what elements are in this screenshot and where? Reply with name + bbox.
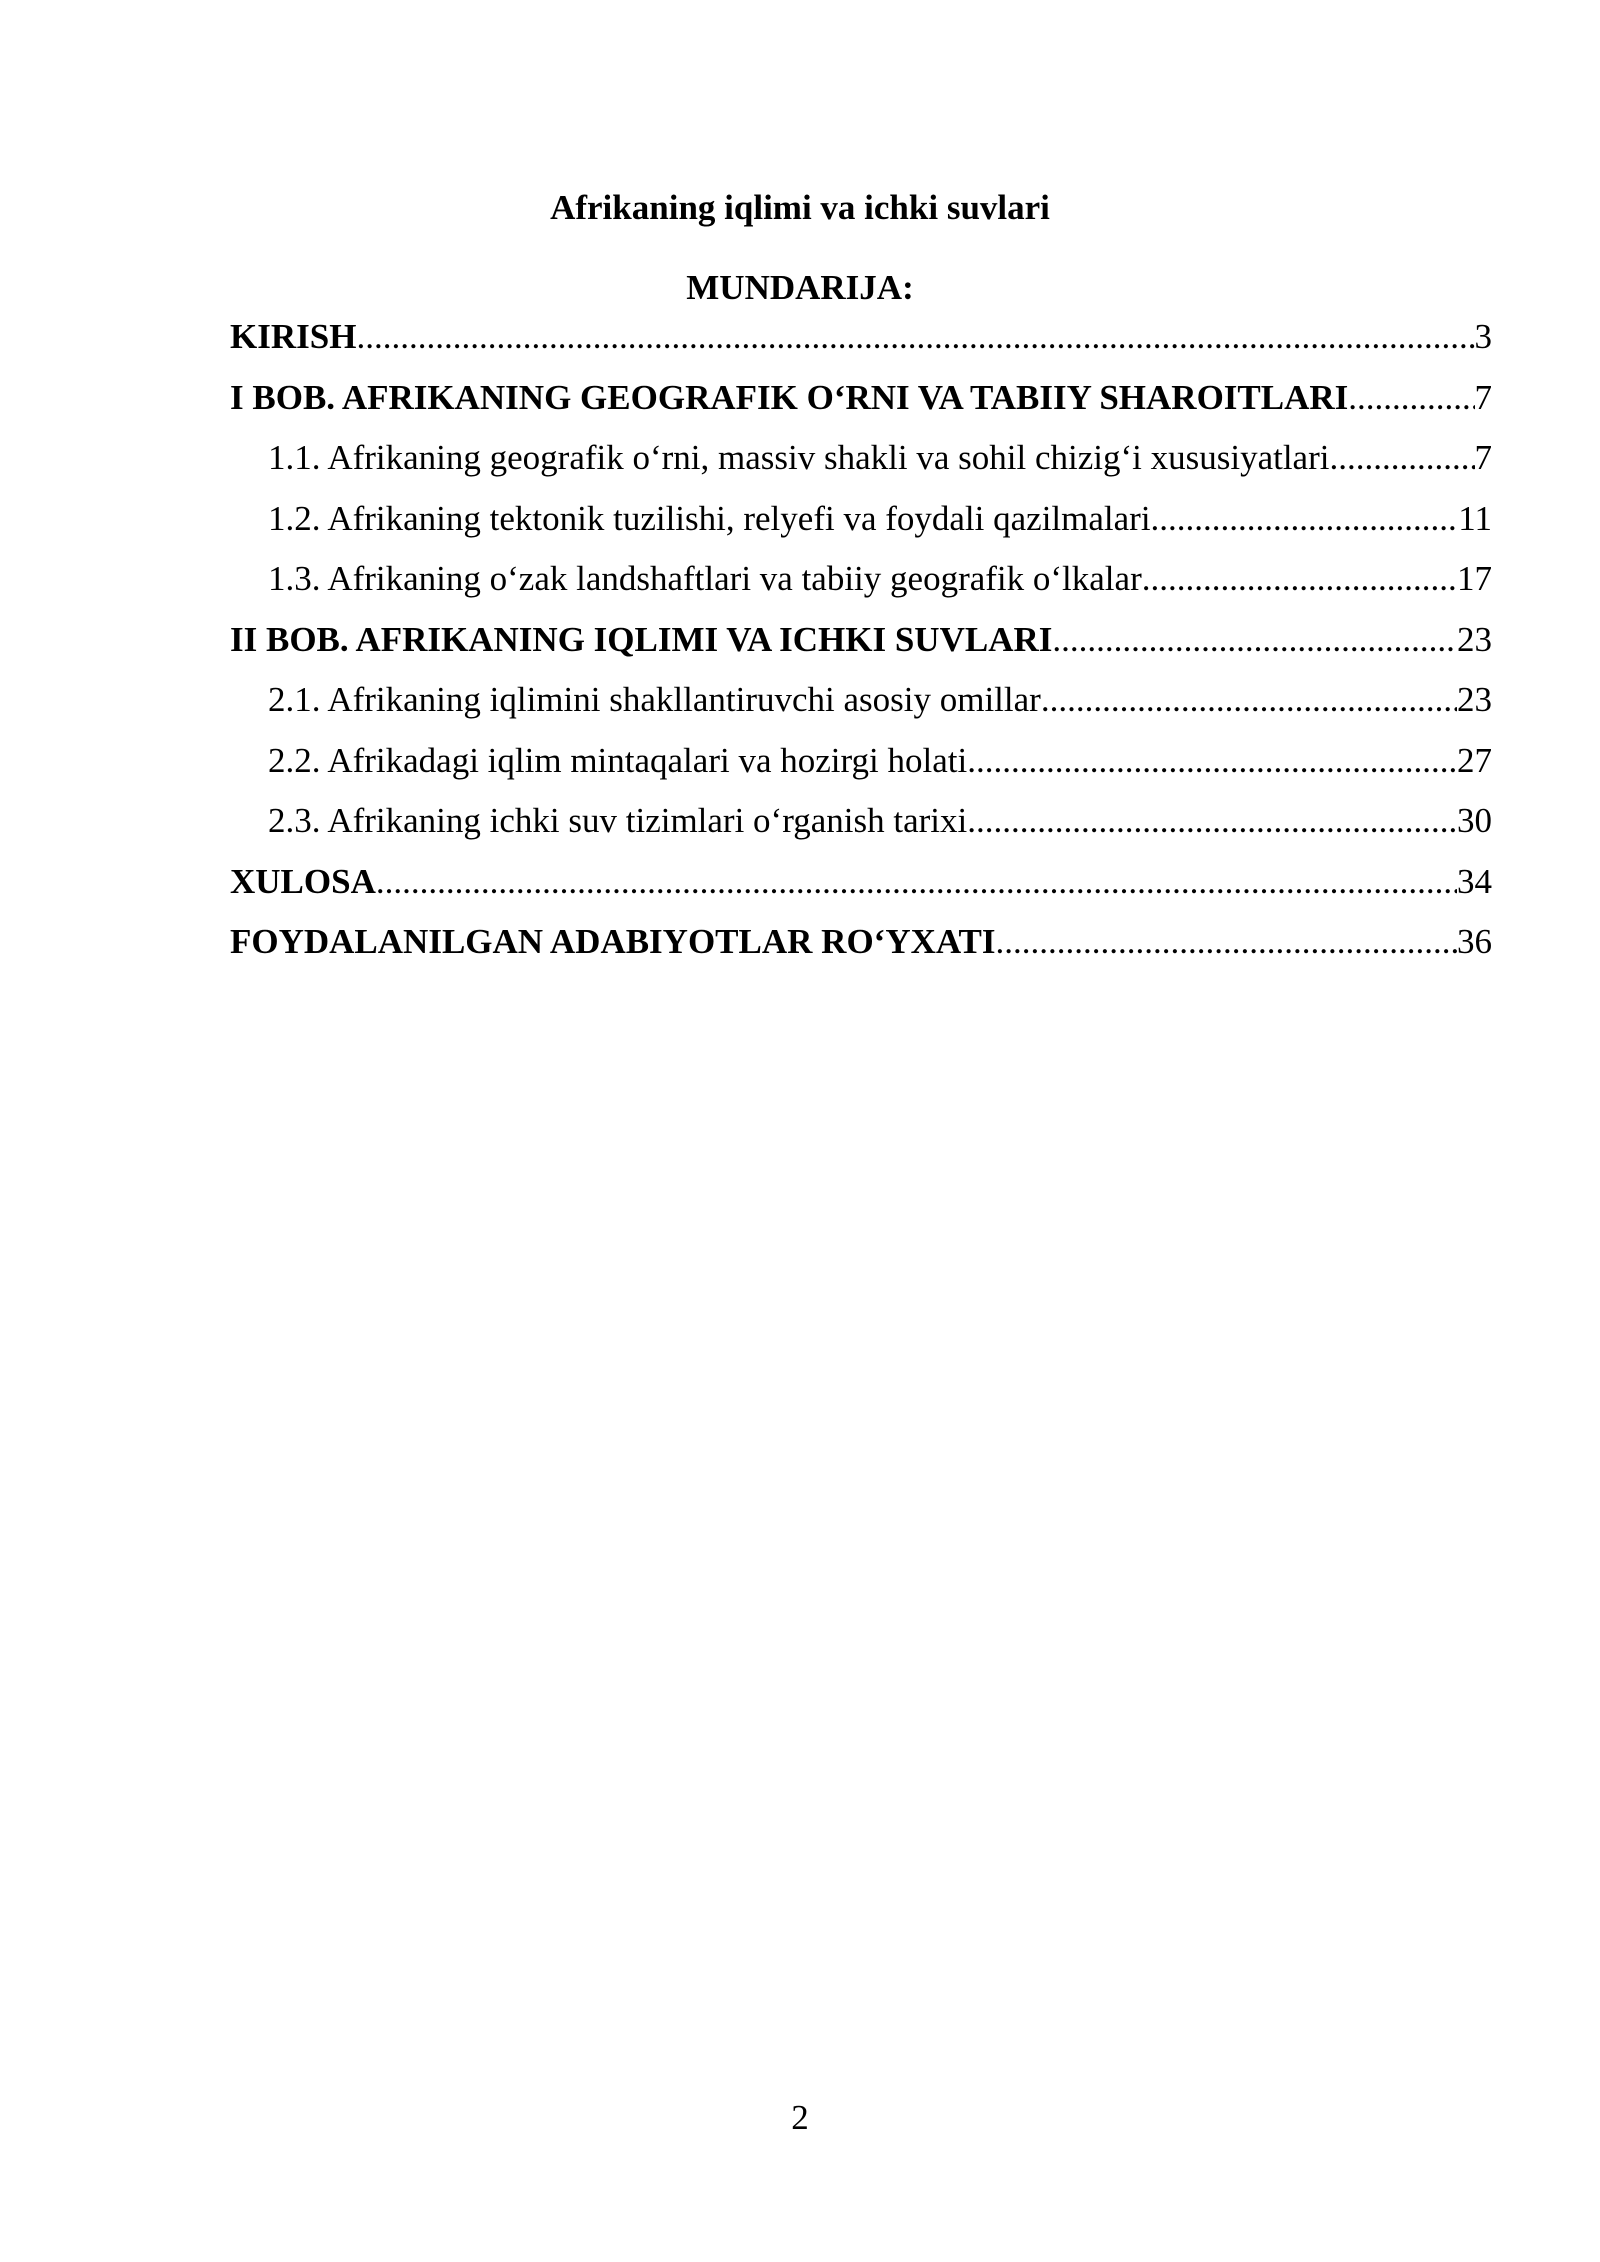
toc-entry-label: 2.2. Afrikadagi iqlim mintaqalari va hozirgi holati <box>268 740 968 780</box>
toc-dot-leader <box>996 912 1457 973</box>
toc-entry-page: 27 <box>1457 740 1492 780</box>
page-number: 2 <box>791 2098 809 2137</box>
toc-dot-leader <box>1041 670 1457 731</box>
toc-entry-page: 11 <box>1458 498 1492 538</box>
toc-entry-label: 1.1. Afrikaning geografik o‘rni, massiv shakli va sohil chizig‘i xususiyatlari <box>268 438 1330 477</box>
toc-dot-leader <box>356 307 1474 368</box>
toc-entry-section-1-1[interactable] <box>230 428 1492 489</box>
toc-entry-label: 1.2. Afrikaning tektonik tuzilishi, relyefi va foydali qazilmalari <box>268 498 1151 538</box>
toc-heading: MUNDARIJA: <box>686 268 914 307</box>
toc-entry-page: 34 <box>1457 861 1492 901</box>
toc-entry-section-2-3[interactable] <box>230 791 1492 852</box>
toc-entry-label: 2.3. Afrikaning ichki suv tizimlari o‘rganish tarixi <box>268 801 968 840</box>
toc-entry-label: XULOSA <box>230 861 376 901</box>
toc-entry-section-1-2[interactable] <box>230 489 1492 550</box>
toc-dot-leader <box>967 731 1457 792</box>
toc-dot-leader <box>967 791 1457 852</box>
toc-entry-page: 7 <box>1474 377 1492 417</box>
toc-dot-leader <box>1151 489 1459 550</box>
toc-entry-label: II BOB. AFRIKANING IQLIMI VA ICHKI SUVLARI <box>230 619 1053 659</box>
toc-dot-leader <box>1348 368 1474 429</box>
toc-entry-section-2-2[interactable] <box>230 731 1492 792</box>
toc-entry-page: 7 <box>1474 438 1492 477</box>
toc-dot-leader <box>1142 549 1457 610</box>
toc-dot-leader <box>376 852 1457 913</box>
toc-dot-leader <box>1052 610 1457 671</box>
toc-entry-references[interactable] <box>230 912 1492 973</box>
toc-entry-kirish[interactable] <box>230 307 1492 368</box>
toc-entry-label: FOYDALANILGAN ADABIYOTLAR RO‘YXATI <box>230 922 996 961</box>
toc-entry-page: 17 <box>1457 559 1492 598</box>
toc-entry-label: 1.3. Afrikaning o‘zak landshaftlari va tabiiy geografik o‘lkalar <box>268 559 1142 598</box>
table-of-contents <box>230 307 1492 973</box>
toc-entry-section-2-1[interactable] <box>230 670 1492 731</box>
toc-entry-xulosa[interactable] <box>230 852 1492 913</box>
toc-entry-chapter-2[interactable] <box>230 610 1492 671</box>
toc-entry-section-1-3[interactable] <box>230 549 1492 610</box>
toc-entry-page: 23 <box>1457 680 1492 719</box>
toc-entry-page: 3 <box>1474 317 1492 356</box>
toc-entry-page: 23 <box>1457 619 1492 659</box>
toc-entry-page: 30 <box>1457 801 1492 840</box>
toc-dot-leader <box>1329 428 1474 489</box>
toc-entry-page: 36 <box>1457 922 1492 961</box>
toc-entry-chapter-1[interactable] <box>230 368 1492 429</box>
document-title: Afrikaning iqlimi va ichki suvlari <box>550 188 1050 227</box>
toc-entry-label: 2.1. Afrikaning iqlimini shakllantiruvchi asosiy omillar <box>268 680 1041 719</box>
toc-entry-label: I BOB. AFRIKANING GEOGRAFIK O‘RNI VA TABIIY SHAROITLARI <box>230 377 1349 417</box>
toc-entry-label: KIRISH <box>230 317 357 356</box>
